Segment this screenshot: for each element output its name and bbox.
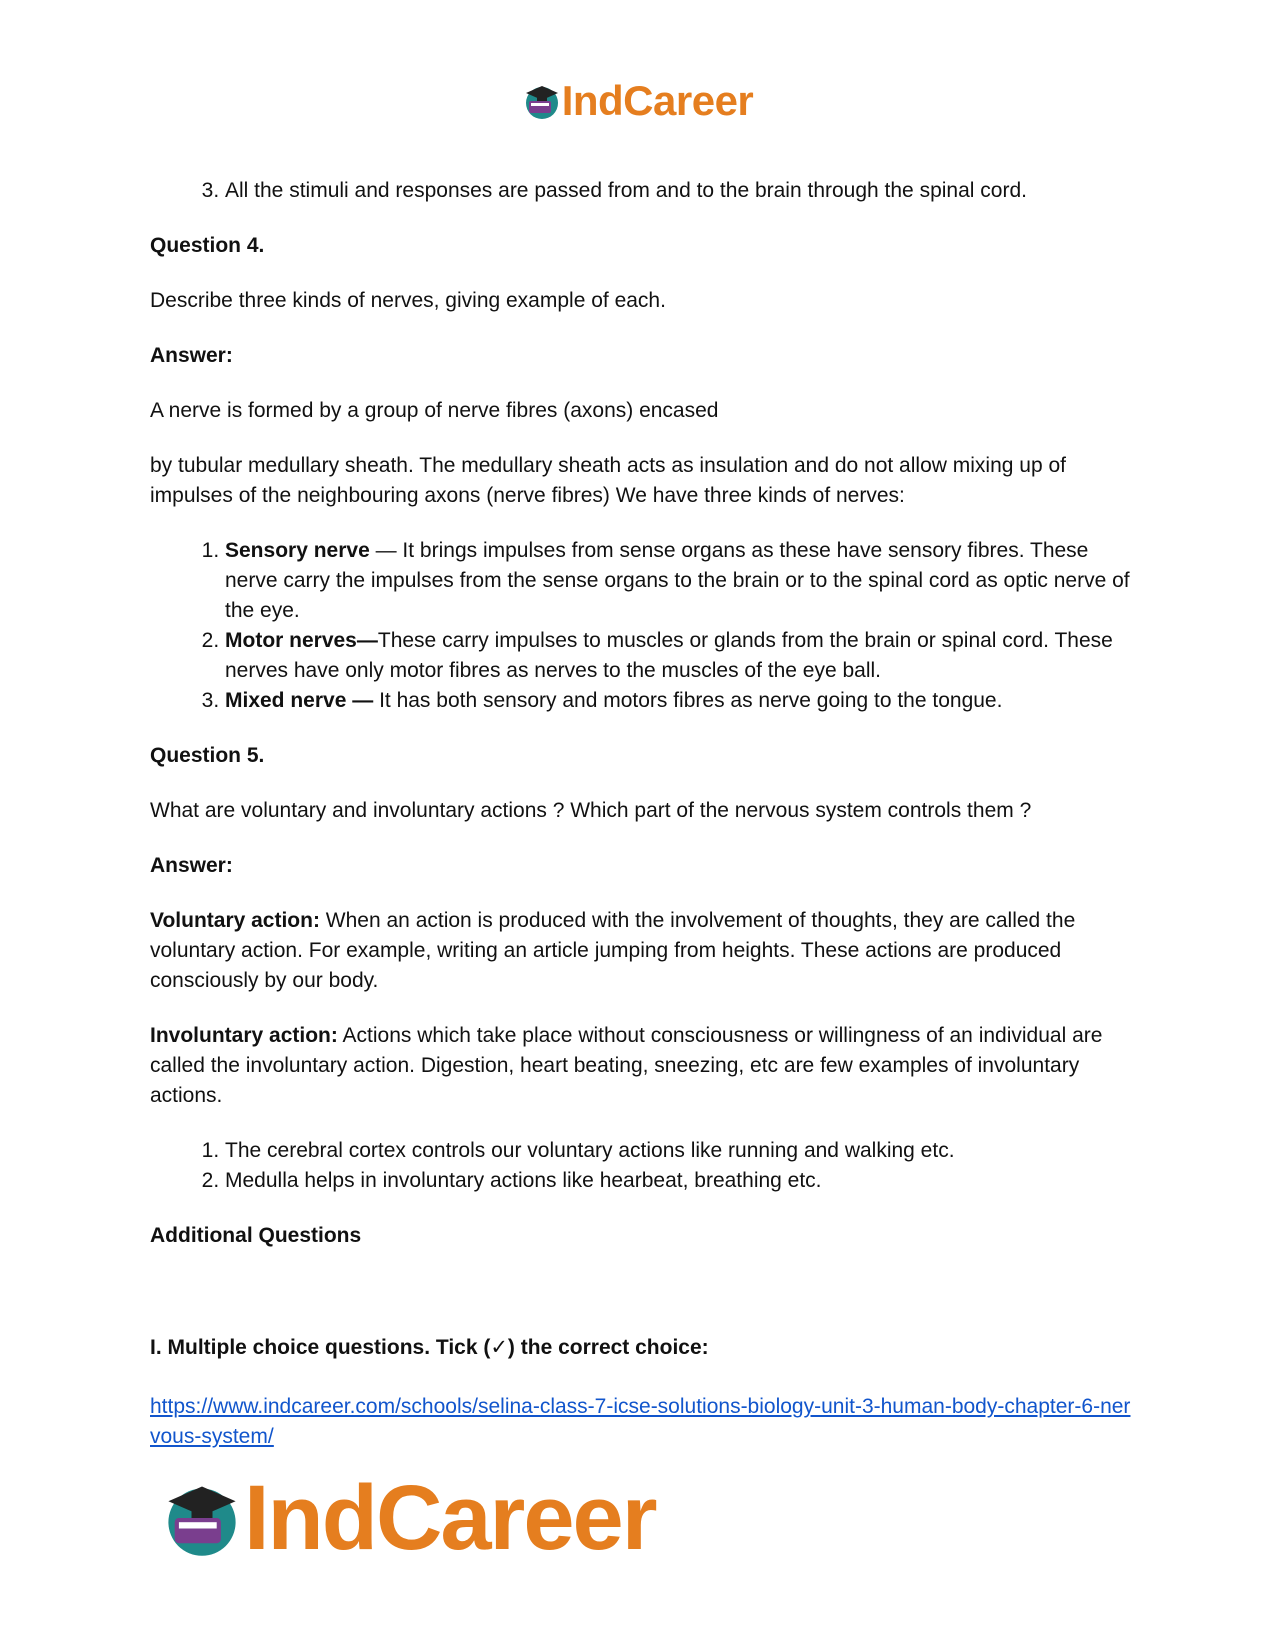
nerve-description: It has both sensory and motors fibres as nerve going to the tongue. bbox=[373, 689, 1003, 712]
answer-4-paragraph-2: by tubular medullary sheath. The medullary sheath acts as insulation and do not allow mixing up of impulses of the neighbouring axons (nerve fibres) We have three kinds of nerves: bbox=[150, 454, 1066, 507]
nerve-description: — It brings impulses from sense organs as these have sensory fibres. These nerve carry the impulses from the sense organs to the brain or to the spinal cord as optic nerve of the eye. bbox=[225, 539, 1130, 622]
list-item: 2. Medulla helps in involuntary actions like hearbeat, breathing etc. bbox=[225, 1166, 1140, 1196]
control-list bbox=[150, 1136, 1140, 1196]
involuntary-text: Actions which take place without consciousness or willingness of an individual are called the involuntary action. Digestion, heart beating, sneezing, etc are few examples of involuntary actions. bbox=[150, 1024, 1103, 1107]
answer-4-label: Answer: bbox=[150, 344, 233, 367]
question-4-text: Describe three kinds of nerves, giving example of each. bbox=[150, 289, 666, 312]
mcq-heading: I. Multiple choice questions. Tick (✓) the correct choice: bbox=[150, 1336, 709, 1359]
list-item: 3. All the stimuli and responses are passed from and to the brain through the spinal cord. bbox=[225, 176, 1140, 206]
nerve-term: Sensory nerve bbox=[225, 539, 370, 562]
voluntary-action-paragraph bbox=[150, 906, 1140, 996]
additional-questions-heading: Additional Questions bbox=[150, 1224, 362, 1247]
logo bbox=[160, 1467, 656, 1569]
header-logo bbox=[0, 78, 1275, 128]
question-4-heading: Question 4. bbox=[150, 234, 265, 257]
nerve-types-list bbox=[150, 536, 1140, 716]
graduation-cap-globe-icon bbox=[522, 81, 562, 121]
spacer bbox=[150, 1276, 1140, 1333]
list-item bbox=[225, 626, 1140, 686]
document-body bbox=[150, 176, 1140, 1477]
list-item bbox=[225, 536, 1140, 626]
question-5-heading: Question 5. bbox=[150, 744, 265, 767]
involuntary-term: Involuntary action: bbox=[150, 1024, 338, 1047]
footer-logo bbox=[160, 1467, 656, 1569]
nerve-term: Motor nerves— bbox=[225, 629, 378, 652]
answer-4-paragraph-1: A nerve is formed by a group of nerve fibres (axons) encased bbox=[150, 399, 719, 422]
list-item: 1. The cerebral cortex controls our voluntary actions like running and walking etc. bbox=[225, 1136, 1140, 1166]
list-item bbox=[225, 686, 1140, 716]
voluntary-term: Voluntary action: bbox=[150, 909, 320, 932]
voluntary-text: When an action is produced with the involvement of thoughts, they are called the voluntary action. For example, writing an article jumping from heights. These actions are produced consciously by our body. bbox=[150, 909, 1076, 992]
graduation-cap-globe-icon bbox=[160, 1476, 244, 1560]
answer-5-label: Answer: bbox=[150, 854, 233, 877]
involuntary-action-paragraph bbox=[150, 1021, 1140, 1111]
source-link[interactable] bbox=[150, 1392, 1140, 1452]
nerve-term: Mixed nerve — bbox=[225, 689, 374, 712]
logo-text: IndCareer bbox=[561, 77, 754, 124]
source-url[interactable]: https://www.indcareer.com/schools/selina-class-7-icse-solutions-biology-unit-3-human-body-chapter-6-nervous-system/ bbox=[150, 1395, 1131, 1448]
nerve-description: These carry impulses to muscles or glands from the brain or spinal cord. These nerves have only motor fibres as nerves to the muscles of the eye ball. bbox=[225, 629, 1113, 682]
logo-text: IndCareer bbox=[244, 1467, 656, 1569]
continued-list bbox=[150, 176, 1140, 206]
logo bbox=[522, 78, 754, 124]
question-5-text: What are voluntary and involuntary actions ? Which part of the nervous system controls them ? bbox=[150, 799, 1032, 822]
